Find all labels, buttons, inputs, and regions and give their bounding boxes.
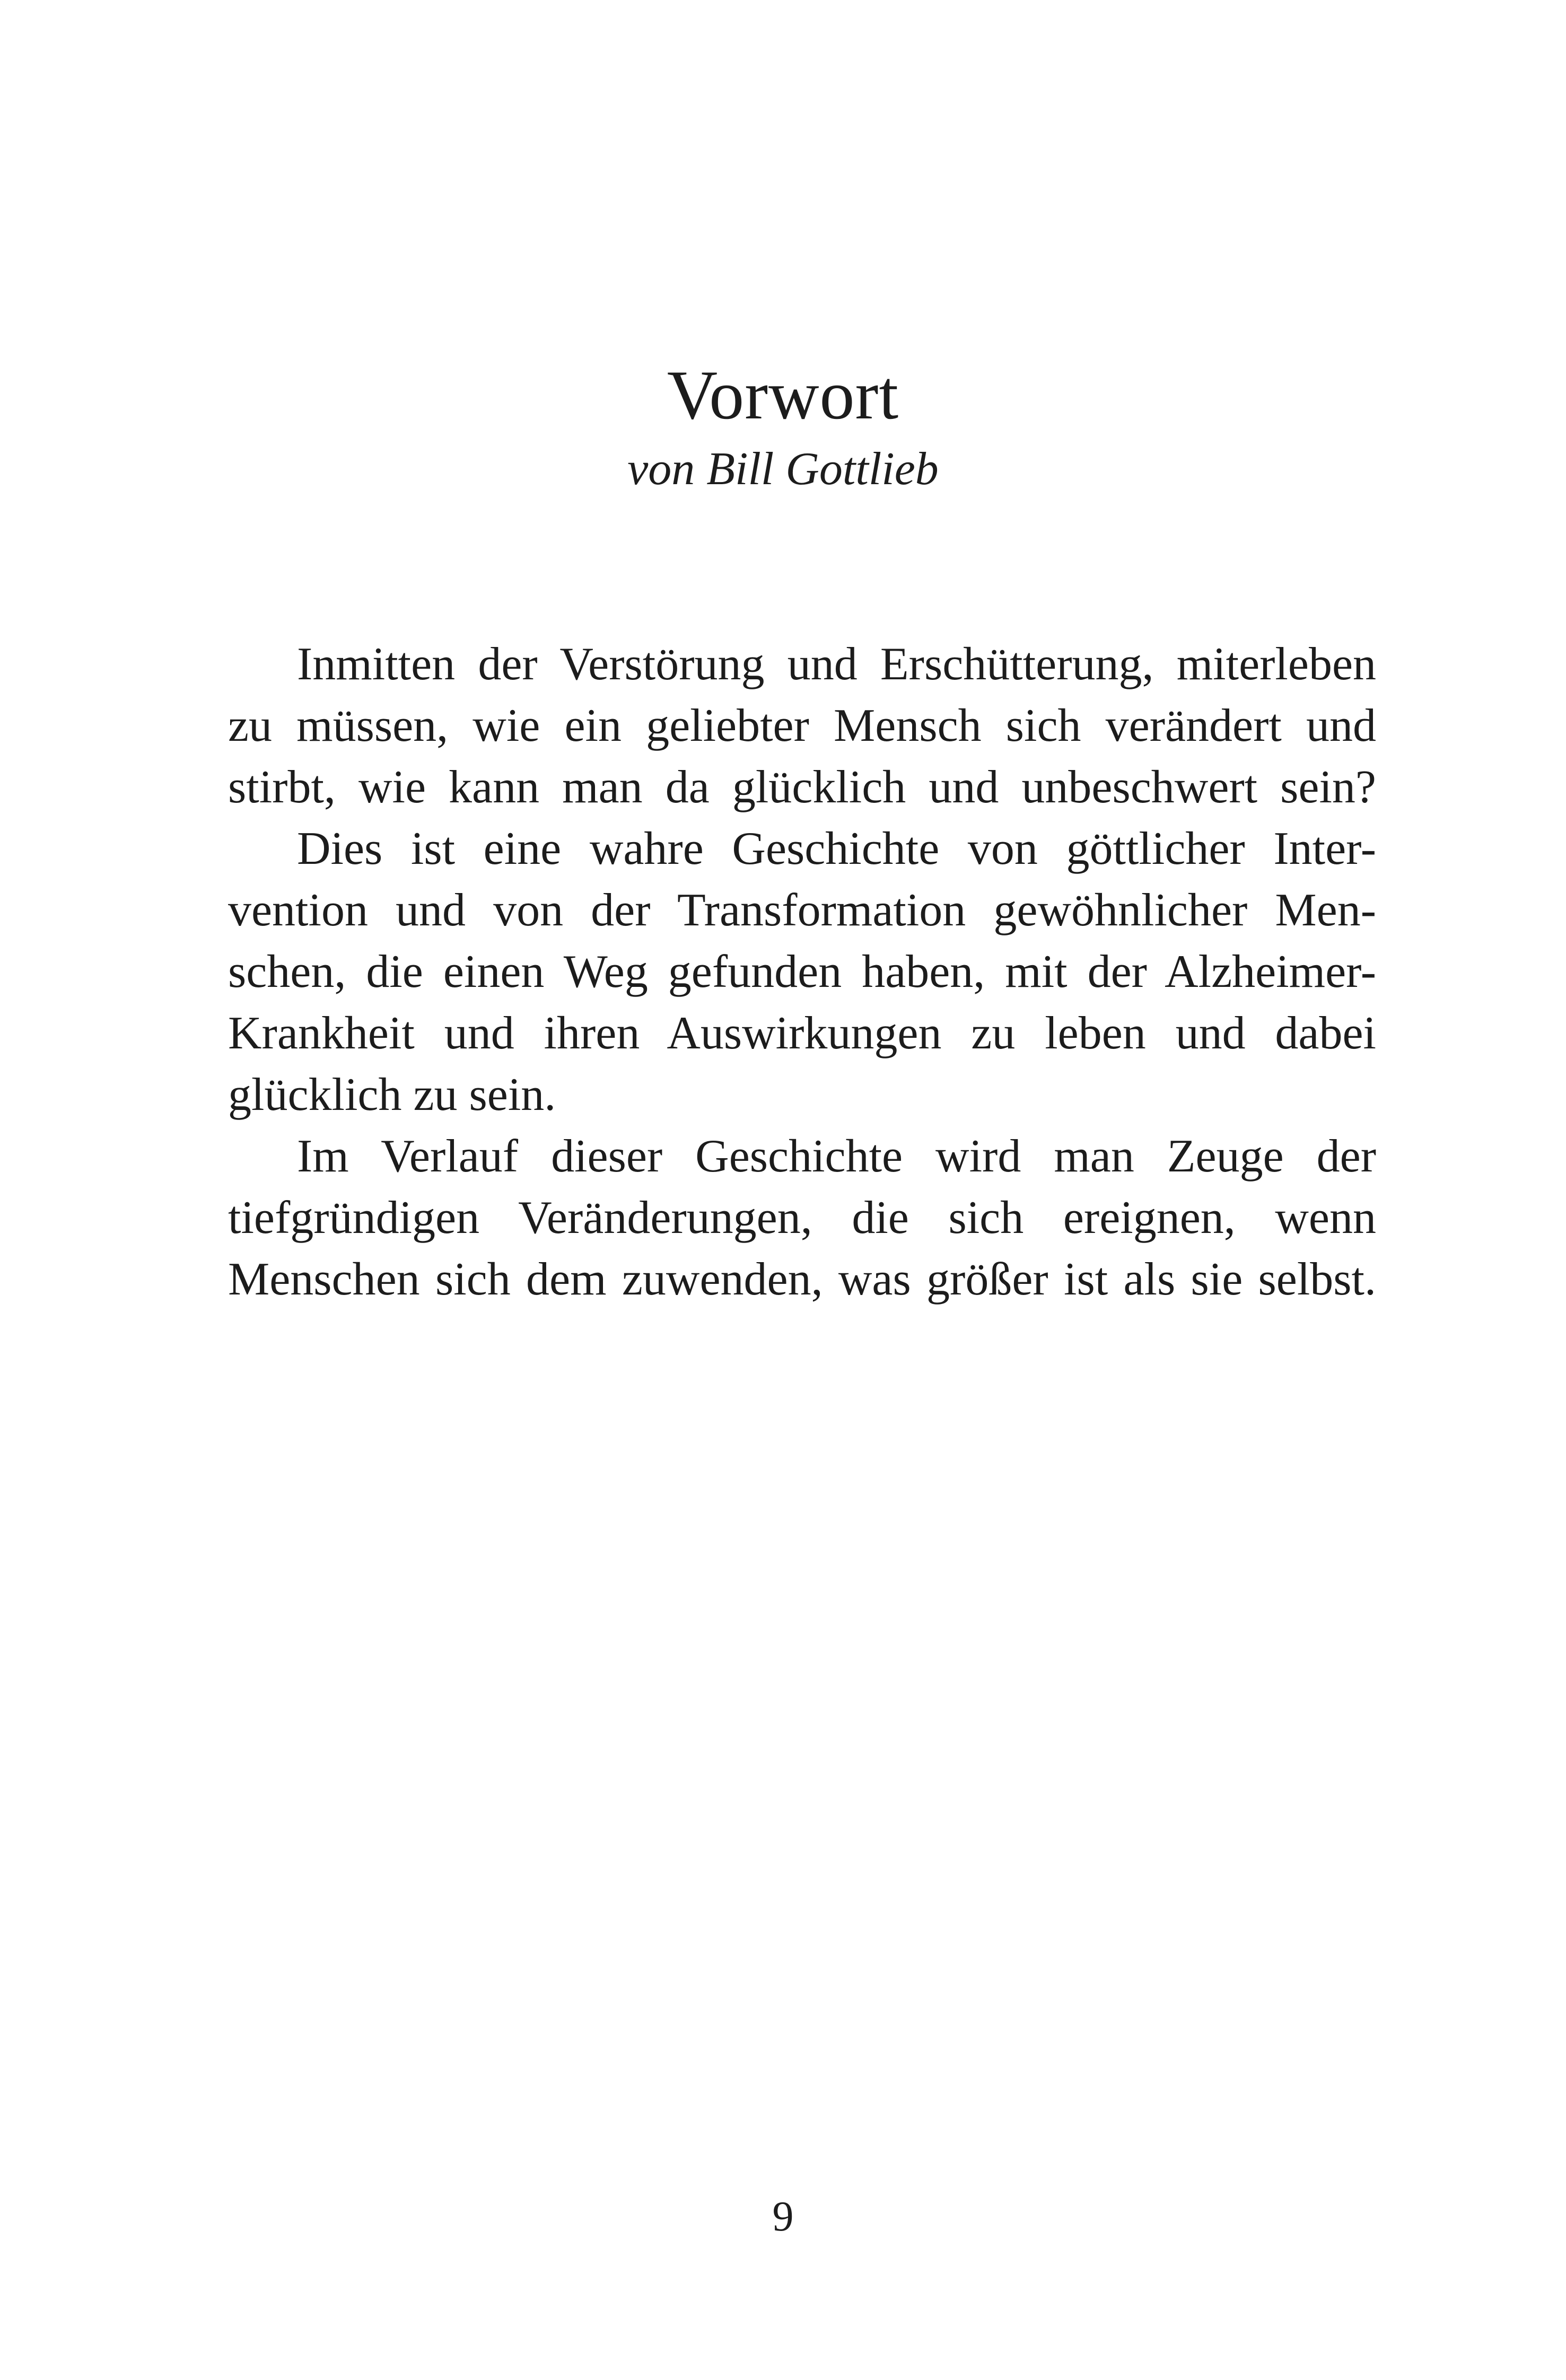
chapter-title: Vorwort (667, 356, 899, 434)
text-line: glücklich zu sein. (228, 1069, 556, 1121)
text-line: Im Verlauf dieser Geschichte wird man Zeuge der (297, 1131, 1376, 1182)
text-line: zu müssen, wie ein geliebter Mensch sich verändert und (228, 700, 1376, 751)
text-line: stirbt, wie kann man da glücklich und unbeschwert sein? (228, 762, 1376, 813)
body-text (228, 634, 1376, 1310)
chapter-author: von Bill Gottlieb (627, 443, 939, 495)
page-number: 9 (772, 2193, 794, 2240)
paragraph (228, 634, 1376, 818)
text-line: vention und von der Transformation gewöhnlicher Men- (228, 885, 1376, 936)
text-line: schen, die einen Weg gefunden haben, mit der Alzheimer- (228, 946, 1376, 998)
text-line: Krankheit und ihren Auswirkungen zu leben und dabei (228, 1008, 1376, 1059)
paragraph (228, 1126, 1376, 1310)
text-line: Dies ist eine wahre Geschichte von göttlicher Inter- (297, 823, 1376, 874)
paragraph (228, 818, 1376, 1126)
text-line: Menschen sich dem zuwenden, was größer ist als sie selbst. (228, 1254, 1376, 1305)
text-line: Inmitten der Verstörung und Erschütterung, miterleben (297, 638, 1376, 690)
text-line: tiefgründigen Veränderungen, die sich ereignen, wenn (228, 1192, 1376, 1244)
